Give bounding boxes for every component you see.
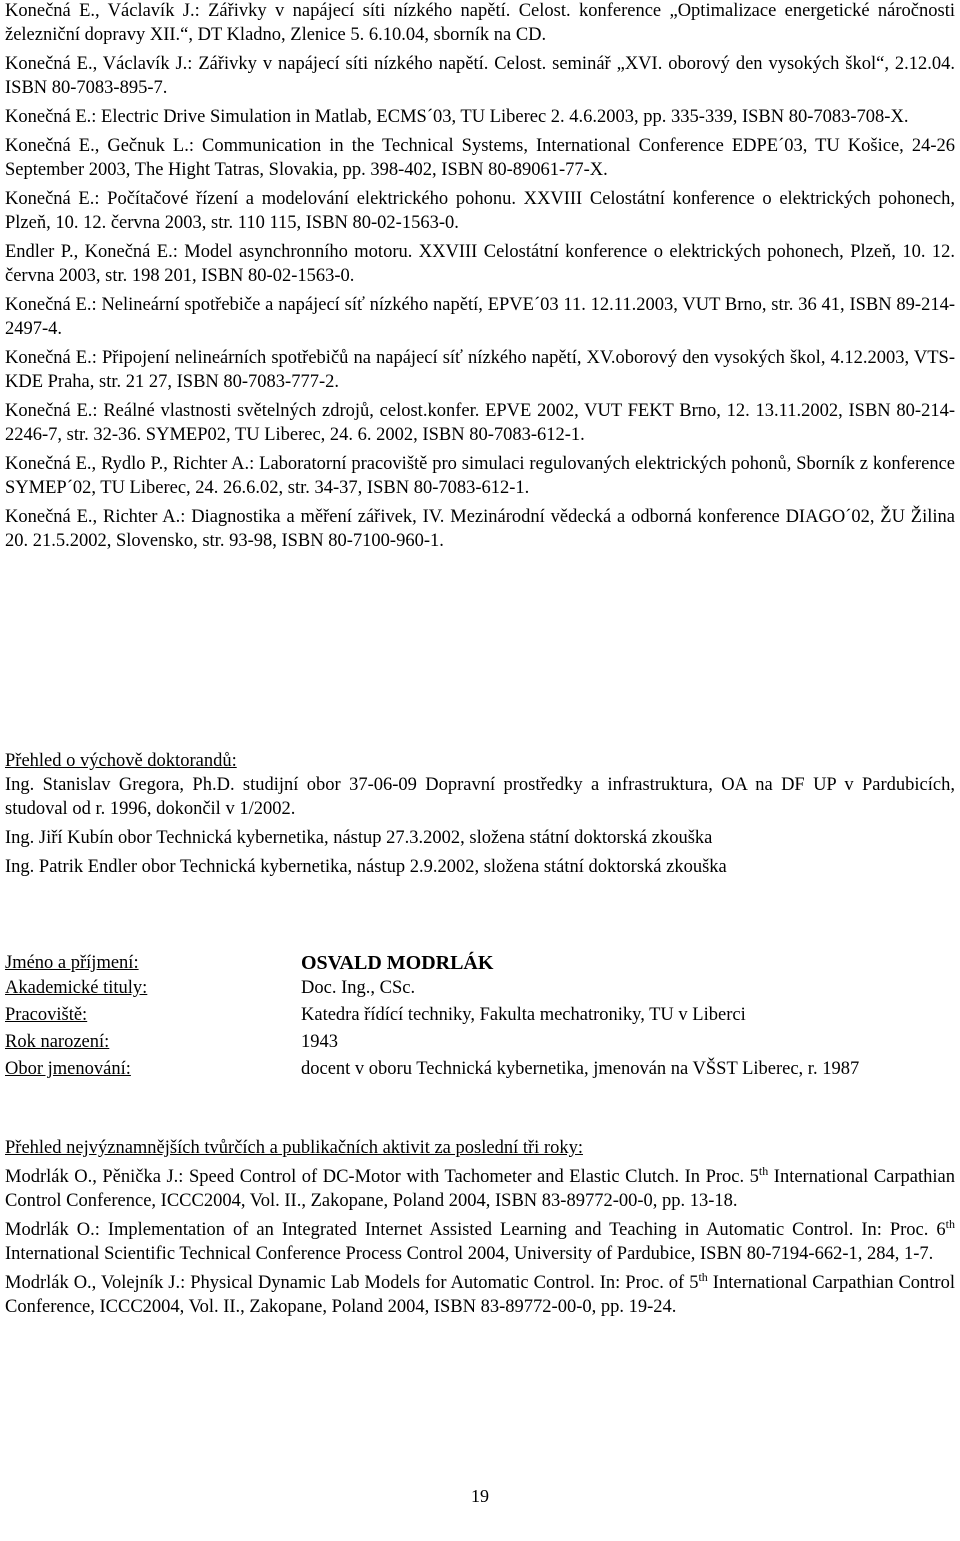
ordinal-suffix: th bbox=[758, 1163, 769, 1178]
publication-entry: Konečná E.: Nelineární spotřebiče a napájecí síť nízkého napětí, EPVE´03 11. 12.11.2003, VUT Brno, str. 36 41, ISBN 89-214-2497-4. bbox=[5, 295, 955, 339]
birth-value: 1943 bbox=[301, 1032, 338, 1052]
ordinal-suffix: th bbox=[698, 1269, 708, 1284]
activity-text: International Carpathian Control Conference, ICCC2004, Vol. II., Zakopane, Poland 2004, ISBN 83-89772-00-0, pp. 19-24. bbox=[5, 1273, 955, 1317]
appointment-value: docent v oboru Technická kybernetika, jmenován na VŠST Liberec, r. 1987 bbox=[301, 1059, 860, 1079]
publication-entry: Konečná E., Richter A.: Diagnostika a měření zářivek, IV. Mezinárodní vědecká a odborná konference DIAGO´02, ŽU Žilina 20. 21.5.2002, Slovensko, str. 93-98, ISBN 80-7100-960-1. bbox=[5, 507, 955, 551]
publication-entry: Konečná E.: Reálné vlastnosti světelných zdrojů, celost.konfer. EPVE 2002, VUT FEKT Brno, 12. 13.11.2002, ISBN 80-214-2246-7, str. 32-36. SYMEP02, TU Liberec, 24. 6. 2002, ISBN 80-7083-612-1. bbox=[5, 401, 955, 445]
doctoral-item: Ing. Jiří Kubín obor Technická kybernetika, nástup 27.3.2002, složena státní doktorská zkouška bbox=[5, 828, 713, 848]
name-label: Jméno a příjmení: bbox=[5, 953, 139, 973]
publication-entry: Endler P., Konečná E.: Model asynchronního motoru. XXVIII Celostátní konference o elektrických pohonech, Plzeň, 10. 12. června 2003, str. 198 201, ISBN 80-02-1563-0. bbox=[5, 242, 955, 286]
activities-heading: Přehled nejvýznamnějších tvůrčích a publikačních aktivit za poslední tři roky: bbox=[5, 1138, 583, 1158]
workplace-value: Katedra řídící techniky, Fakulta mechatroniky, TU v Liberci bbox=[301, 1005, 746, 1025]
activities-section bbox=[5, 1136, 955, 1319]
activity-text: Modrlák O.: Implementation of an Integrated Internet Assisted Learning and Teaching in Automatic Control. In: Proc. 6 bbox=[5, 1220, 946, 1240]
birth-label: Rok narození: bbox=[5, 1032, 110, 1052]
profile-row-birth bbox=[5, 1030, 955, 1054]
ordinal-suffix: th bbox=[945, 1216, 955, 1231]
activity-text: International Scientific Technical Conference Process Control 2004, University of Pardubice, ISBN 80-7194-662-1, 284, 1-7. bbox=[5, 1244, 934, 1264]
activity-item bbox=[5, 1218, 955, 1266]
profile-table bbox=[5, 951, 955, 1081]
publication-entry: Konečná E., Václavík J.: Zářivky v napájecí síti nízkého napětí. Celost. konference „Optimalizace energetické náročnosti železniční dopravy XII.“, DT Kladno, Zlenice 5. 6.10.04, sborník na CD. bbox=[5, 1, 955, 45]
page-number: 19 bbox=[471, 1486, 489, 1506]
doctoral-item: Ing. Patrik Endler obor Technická kybernetika, nástup 2.9.2002, složena státní doktorská zkouška bbox=[5, 857, 727, 877]
publication-entry: Konečná E., Gečnuk L.: Communication in the Technical Systems, International Conference EDPE´03, TU Košice, 24-26 September 2003, The Hight Tatras, Slovakia, pp. 398-402, ISBN 80-89061-77-X. bbox=[5, 136, 955, 180]
profile-row-appointment bbox=[5, 1057, 955, 1081]
doctoral-heading: Přehled o výchově doktorandů: bbox=[5, 751, 237, 771]
publication-entry: Konečná E., Václavík J.: Zářivky v napájecí síti nízkého napětí. Celost. seminář „XVI. oborový den vysokých škol“, 2.12.04. ISBN 80-7083-895-7. bbox=[5, 54, 955, 98]
publication-entry: Konečná E., Rydlo P., Richter A.: Laboratorní pracoviště pro simulaci regulovaných elektrických pohonů, Sborník z konference SYMEP´02, TU Liberec, 24. 26.6.02, str. 34-37, ISBN 80-7083-612-1. bbox=[5, 454, 955, 498]
activity-text: Modrlák O., Pěnička J.: Speed Control of DC-Motor with Tachometer and Elastic Clutch. In Proc. 5 bbox=[5, 1167, 759, 1187]
appointment-label: Obor jmenování: bbox=[5, 1059, 131, 1079]
profile-row-titles bbox=[5, 976, 955, 1000]
activity-item bbox=[5, 1165, 955, 1213]
profile-row-workplace bbox=[5, 1003, 955, 1027]
workplace-label: Pracoviště: bbox=[5, 1005, 88, 1025]
titles-label: Akademické tituly: bbox=[5, 978, 148, 998]
publication-list bbox=[5, 0, 955, 553]
publication-entry: Konečná E.: Electric Drive Simulation in Matlab, ECMS´03, TU Liberec 2. 4.6.2003, pp. 335-339, ISBN 80-7083-708-X. bbox=[5, 107, 909, 127]
activity-text: Modrlák O., Volejník J.: Physical Dynamic Lab Models for Automatic Control. In: Proc. of 5 bbox=[5, 1273, 699, 1293]
publication-entry: Konečná E.: Připojení nelineárních spotřebičů na napájecí síť nízkého napětí, XV.oborový den vysokých škol, 4.12.2003, VTS-KDE Praha, str. 21 27, ISBN 80-7083-777-2. bbox=[5, 348, 955, 392]
profile-row-name bbox=[5, 951, 955, 975]
titles-value: Doc. Ing., CSc. bbox=[301, 978, 416, 998]
activity-text: International Carpathian Control Conference, ICCC2004, Vol. II., Zakopane, Poland 2004, ISBN 83-89772-00-0, pp. 13-18. bbox=[5, 1167, 955, 1211]
publication-entry: Konečná E.: Počítačové řízení a modelování elektrického pohonu. XXVIII Celostátní konference o elektrických pohonech, Plzeň, 10. 12. června 2003, str. 110 115, ISBN 80-02-1563-0. bbox=[5, 189, 955, 233]
activity-item bbox=[5, 1271, 955, 1319]
doctoral-section bbox=[5, 749, 955, 879]
name-value: OSVALD MODRLÁK bbox=[301, 952, 494, 974]
doctoral-item: Ing. Stanislav Gregora, Ph.D. studijní obor 37-06-09 Dopravní prostředky a infrastruktura, OA na DF UP v Pardubicích, studoval od r. 1996, dokončil v 1/2002. bbox=[5, 775, 955, 819]
